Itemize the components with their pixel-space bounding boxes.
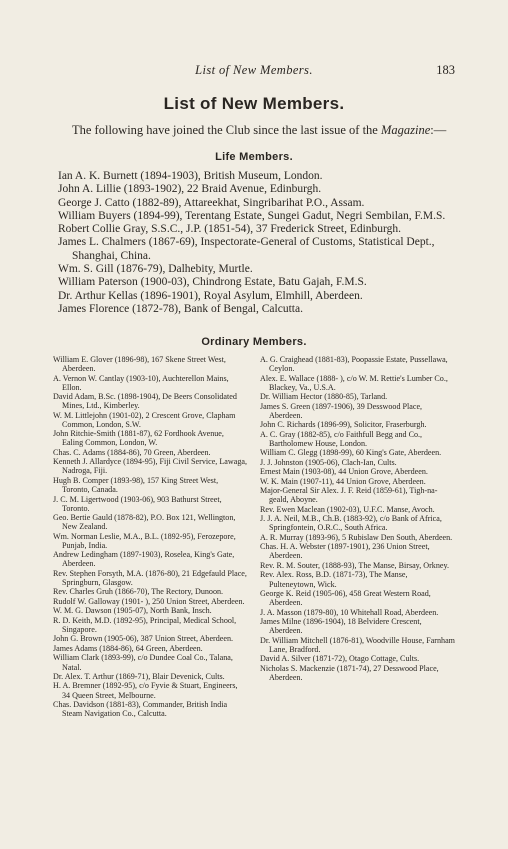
member-entry: J. C. M. Ligertwood (1903-06), 903 Bathurst Street, Toronto. — [53, 494, 222, 513]
member-entry: Wm. Norman Leslie, M.A., B.L. (1892-95), Ferozepore, Punjab, India. — [53, 531, 236, 550]
member-entry: John G. Brown (1905-06), 387 Union Street, Aberdeen. — [53, 634, 234, 644]
member-entry: Ernest Main (1903-08), 44 Union Grove, Aberdeen. — [260, 467, 428, 477]
member-entry: A. G. Craighead (1881-83), Poopassie Estate, Pussellawa, Ceylon. — [260, 355, 448, 374]
intro-text: The following have joined the Club since the last issue of the — [72, 123, 381, 137]
member-entry: William Buyers (1894-99), Terentang Estate, Sungei Gadut, Negri Sembilan, F.M.S. — [58, 209, 446, 222]
page-number: 183 — [436, 63, 455, 77]
running-head: List of New Members. — [195, 63, 313, 77]
member-entry: Alex. E. Wallace (1888- ), c/o W. M. Rettie's Lumber Co., Blackey, Va., U.S.A. — [260, 373, 448, 392]
member-entry: Chas. Davidson (1881-83), Commander, British India Steam Navigation Co., Calcutta. — [53, 700, 228, 719]
member-entry: J. J. A. Neil, M.B., Ch.B. (1883-92), c/o Bank of Africa, Springfontein, O.R.C., South Africa. — [260, 514, 442, 533]
member-entry: Dr. Arthur Kellas (1896-1901), Royal Asylum, Elmhill, Aberdeen. — [58, 289, 363, 302]
member-entry: W. M. G. Dawson (1905-07), North Bank, Insch. — [53, 606, 212, 616]
ordinary-members-right-column — [260, 355, 456, 682]
member-entry: David A. Silver (1871-72), Otago Cottage, Cults. — [260, 654, 420, 664]
member-entry: Geo. Bertie Gauld (1878-82), P.O. Box 121, Wellington, New Zealand. — [53, 513, 236, 532]
member-entry: William Clark (1893-99), c/o Dundee Coal Co., Talana, Natal. — [53, 653, 233, 672]
member-entry: Rudolf W. Galloway (1901- ), 250 Union Street, Aberdeen. — [53, 596, 245, 606]
member-entry: Ian A. K. Burnett (1894-1903), British Museum, London. — [58, 170, 323, 182]
member-entry: Robert Collie Gray, S.S.C., J.P. (1851-54), 37 Frederick Street, Edinburgh. — [58, 223, 402, 236]
member-entry: H. A. Bremner (1892-95), c/o Fyvie & Stuart, Engineers, 34 Queen Street, Melbourne. — [53, 681, 238, 700]
member-entry: J. J. Johnston (1905-06), Clach-Ian, Cults. — [260, 457, 397, 467]
member-entry: W. M. Littlejohn (1901-02), 2 Crescent Grove, Clapham Common, London, S.W. — [53, 410, 236, 429]
intro-suffix: :— — [430, 123, 447, 137]
member-entry: Dr. William Hector (1880-85), Tarland. — [260, 392, 388, 402]
member-entry: George J. Catto (1882-89), Attareekhat, Singribarihat P.O., Assam. — [58, 196, 365, 209]
member-entry: Rev. Ewen Maclean (1902-03), U.F.C. Manse, Avoch. — [260, 504, 435, 514]
member-entry: Rev. R. M. Souter, (1888-93), The Manse, Birsay, Orkney. — [260, 560, 450, 570]
member-entry: Rev. Charles Gruh (1866-70), The Rectory, Dunoon. — [53, 587, 224, 597]
member-entry: W. K. Main (1907-11), 44 Union Grove, Aberdeen. — [260, 476, 426, 486]
ordinary-members-heading: Ordinary Members. — [201, 336, 307, 348]
member-entry: Wm. S. Gill (1876-79), Dalhebity, Murtle. — [58, 263, 253, 276]
member-entry: William Paterson (1900-03), Chindrong Estate, Batu Gajah, F.M.S. — [58, 276, 367, 289]
intro-paragraph — [58, 123, 458, 137]
life-members-heading: Life Members. — [215, 151, 293, 163]
member-entry: A. C. Gray (1882-85), c/o Faithfull Begg and Co., Bartholomew House, London. — [260, 429, 423, 448]
member-entry: Major-General Sir Alex. J. F. Reid (1859-61), Tigh-na-geald, Aboyne. — [260, 486, 438, 505]
member-entry: Chas. C. Adams (1884-86), 70 Green, Aberdeen. — [53, 447, 211, 457]
member-entry: James L. Chalmers (1867-69), Inspectorate-General of Customs, Statistical Dept., Shanghai, China. — [58, 236, 435, 262]
member-entry: A. Vernon W. Cantlay (1903-10), Auchterellon Mains, Ellon. — [53, 373, 229, 392]
member-entry: John A. Lillie (1893-1902), 22 Braid Avenue, Edinburgh. — [58, 183, 322, 196]
life-members-list — [58, 170, 458, 316]
member-entry: John Ritchie-Smith (1881-87), 62 Fordhook Avenue, Ealing Common, London, W. — [53, 429, 224, 448]
member-entry: Rev. Alex. Ross, B.D. (1871-73), The Manse, Pulteneytown, Wick. — [260, 570, 408, 589]
member-entry: William C. Glegg (1898-99), 60 King's Gate, Aberdeen. — [260, 448, 442, 458]
member-entry: Rev. Stephen Forsyth, M.A. (1876-80), 21 Edgefauld Place, Springburn, Glasgow. — [53, 568, 247, 587]
member-entry: David Adam, B.Sc. (1898-1904), De Beers Consolidated Mines, Ltd., Kimberley. — [53, 392, 237, 411]
member-entry: Hugh B. Comper (1893-98), 157 King Street West, Toronto, Canada. — [53, 475, 219, 495]
magazine-name: Magazine — [380, 123, 431, 137]
member-entry: Kenneth J. Allardyce (1894-95), Fiji Civil Service, Lawaga, Nadroga, Fiji. — [53, 457, 247, 476]
ordinary-members-left-column — [53, 355, 247, 719]
member-entry: A. R. Murray (1893-96), 5 Rubislaw Den South, Aberdeen. — [260, 532, 453, 542]
member-entry: James S. Green (1897-1906), 39 Desswood Place, Aberdeen. — [260, 401, 423, 420]
member-entry: Andrew Ledingham (1897-1903), Roselea, King's Gate, Aberdeen. — [53, 550, 235, 569]
member-entry: Nicholas S. Mackenzie (1871-74), 27 Desswood Place, Aberdeen. — [260, 663, 439, 682]
member-entry: Dr. Alex. T. Arthur (1869-71), Blair Devenick, Cults. — [53, 672, 225, 681]
member-entry: John C. Richards (1896-99), Solicitor, Fraserburgh. — [260, 420, 427, 430]
member-entry: James Adams (1884-86), 64 Green, Aberdeen. — [53, 643, 203, 653]
member-entry: J. A. Masson (1879-80), 10 Whitehall Road, Aberdeen. — [260, 607, 439, 617]
page-title: List of New Members. — [163, 94, 345, 113]
member-entry: George K. Reid (1905-06), 458 Great Western Road, Aberdeen. — [260, 588, 431, 608]
member-entry: James Milne (1896-1904), 18 Belvidere Crescent, Aberdeen. — [260, 617, 422, 636]
member-entry: Chas. H. A. Webster (1897-1901), 236 Union Street, Aberdeen. — [260, 542, 430, 561]
member-entry: Dr. William Mitchell (1876-81), Woodville House, Farnham Lane, Bradford. — [260, 635, 455, 654]
member-entry: James Florence (1872-78), Bank of Bengal, Calcutta. — [58, 302, 303, 315]
member-entry: William E. Glover (1896-98), 167 Skene Street West, Aberdeen. — [53, 355, 226, 374]
member-entry: R. D. Keith, M.D. (1892-95), Principal, Medical School, Singapore. — [53, 615, 237, 634]
